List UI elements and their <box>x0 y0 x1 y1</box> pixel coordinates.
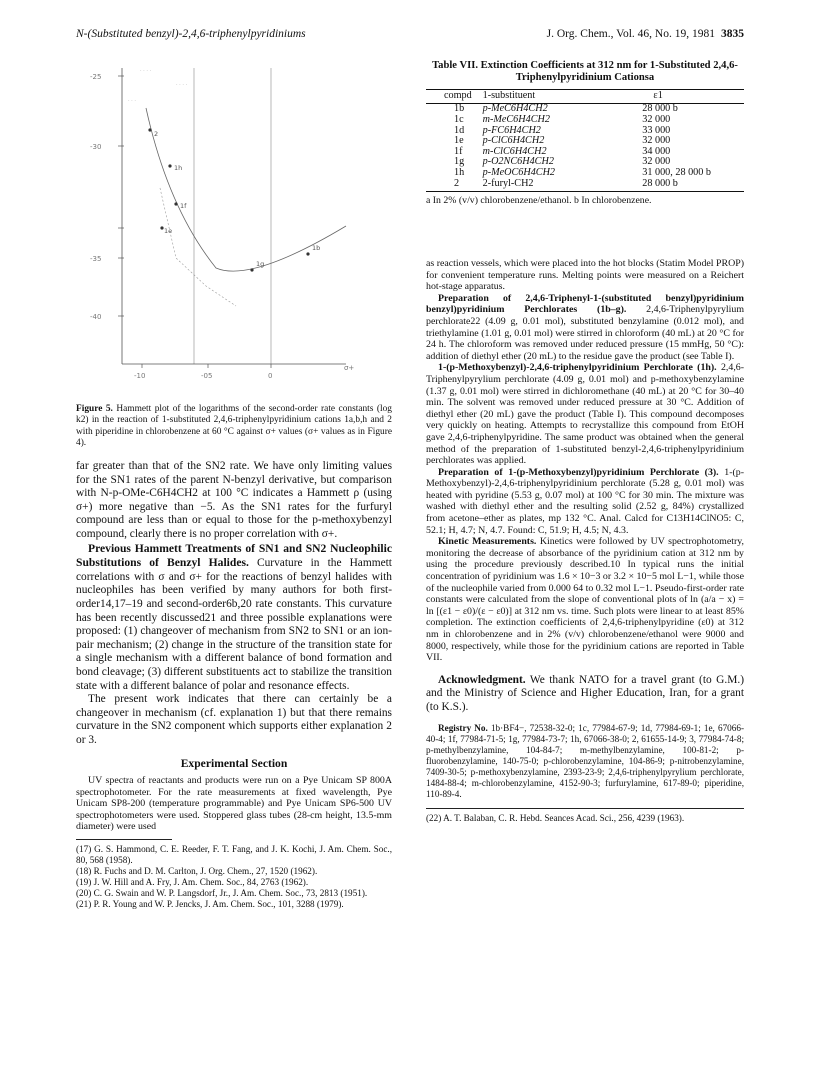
table-notes: a In 2% (v/v) chlorobenzene/ethanol. b In chlorobenzene. <box>426 195 652 207</box>
right-column <box>426 258 744 824</box>
footnote: (19) J. W. Hill and A. Fry, J. Am. Chem. Soc., 84, 2763 (1962). <box>76 877 309 888</box>
registry-numbers <box>426 723 744 800</box>
journal-citation <box>547 28 744 40</box>
paragraph-text: We thank NATO for a travel grant (to G.M.) and the Ministry of Science and Higher Education, Iran, for a grant (to K.S.). <box>426 673 744 713</box>
table-header: compd <box>426 89 483 104</box>
paragraph-text: 2,4,6-Triphenylpyrylium perchlorate (4.09 g, 0.01 mol) and p-methoxybenzylamine (1.37 g, 0.01 mol) were stirred in dichloromethane (40 mL) at 20 °C for 30–40 min. The solvent was removed under reduced pressure at 30 °C. Addition of diethyl ether (20 mL) gave the product (Table I). This compound decomposes very quickly on heating. Attempts to recrystallize this compound from EtOH gave 2,4,6-triphenylpyridine. The same product was obtained when the general method of the preparation of 1-substituted benzyl-2,4,6-triphenylpyridinium perchlorates was applied. <box>426 362 745 467</box>
running-title: N-(Substituted benzyl)-2,4,6-triphenylpyridiniums <box>76 28 306 40</box>
journal-name: J. Org. Chem., Vol. 46, No. 19, 1981 <box>546 28 715 40</box>
left-column <box>76 460 392 910</box>
paragraph-text: 1-(p-Methoxybenzyl)-2,4,6-triphenylpyridinium perchlorate (5.28 g, 0.01 mol) was heated with pyridine (5.53 g, 0.07 mol) at 100 °C for 30 min. The mixture was washed with diethyl ether and the resulting solid (2.52 g, 84%) crystallized from acetone–ether as plates, mp 132 °C. Anal. Calcd for C13H14ClNO5: C, 52.1; H, 4.7; N, 4.7. Found: C, 51.9; H, 4.5; N, 4.3. <box>426 466 745 536</box>
table-row: 1h p-MeOC6H4CH2 31 000, 28 000 b <box>454 166 711 178</box>
table-row: 1e p-ClC6H4CH2 32 000 <box>454 135 671 147</box>
svg-text:· · · ·: · · · · <box>176 82 188 88</box>
point-label: 1f <box>180 202 187 210</box>
point-label: 1b <box>312 244 321 252</box>
footnote: (21) P. R. Young and W. P. Jencks, J. Am. Chem. Soc., 101, 3288 (1979). <box>76 899 344 910</box>
table-vii <box>426 60 744 207</box>
x-tick-label: 0 <box>268 372 273 380</box>
caption-label: Figure 5. <box>76 404 113 414</box>
paragraph-heading: Preparation of 2,4,6-Triphenyl-1-(substituted benzyl)pyridinium benzyl)pyridinium Perchlorates (1b–g). <box>426 292 744 316</box>
paragraph: far greater than that of the SN2 rate. We have only limiting values for the SN1 rates of the parent N-benzyl derivative, but comparison with N-p-OMe-C6H4CH2 at 100 °C indicates a Hammett ρ (using σ+) more negative than −5. As the SN1 rates for the furfuryl compound are less than or equal to those for the p-methoxybenzyl compound, clearly there is no proper correlation with σ+. <box>76 460 392 540</box>
point-label: 1h <box>174 164 183 172</box>
table-row: 2 2-furyl-CH2 28 000 b <box>426 179 744 192</box>
x-axis-label: σ+ <box>344 364 355 372</box>
page-number: 3835 <box>721 28 744 40</box>
paragraph <box>426 467 744 537</box>
table-row: 1b p-MeC6H4CH2 28 000 b <box>454 103 678 115</box>
x-tick-label: -10 <box>134 372 146 380</box>
table-header: 1-substituent <box>483 89 573 104</box>
paragraph-heading: Preparation of 1-(p-Methoxybenzyl)pyridinium Perchlorate (3). <box>438 466 719 478</box>
table-title: Table VII. Extinction Coefficients at 312 nm for 1-Substituted 2,4,6-Triphenylpyridinium Cationsa <box>432 60 738 84</box>
paragraph: UV spectra of reactants and products were run on a Pye Unicam SP 800A spectrophotometer. For the rate measurements at fixed wavelength, Pye Unicam SP8-200 (temperature programmable) and Pye Unicam SP6-500 UV spectrophotometers were used. Stoppered glass tubes (28-cm height, 13.5-mm diameter) were used <box>76 775 392 833</box>
paragraph-heading: Acknowledgment. <box>438 673 526 686</box>
paragraph-text: Curvature in the Hammett correlations with σ and σ+ for the reactions of benzyl halides with nucleophiles has been verified by many authors for both first-order14,17–19 and second-order6b,20 rate constants. This curvature has been recently discussed21 and three possible explanations were proposed: (1) changeover of mechanism from SN2 to SN1 or an ion-pair mechanism; (2) change in the structure of the transition state for a single mechanism with a different balance of bond formation and bond cleavage; (3) different substituents act to stabilize the transition state with a different balance of polar and resonance effects. <box>76 557 392 692</box>
footnote: (17) G. S. Hammond, C. E. Reeder, F. T. Fang, and J. K. Kochi, J. Am. Chem. Soc., 80, 568 (1958). <box>76 844 392 866</box>
paragraph <box>426 293 744 363</box>
running-header <box>76 28 744 44</box>
paragraph: as reaction vessels, which were placed into the hot blocks (Statim Model PROP) for convenient temperature runs. Melting points were measured on a Reichert hot-stage apparatus. <box>426 258 744 293</box>
table-row: 1c m-MeC6H4CH2 32 000 <box>454 114 671 125</box>
table-row: 1g p-O2NC6H4CH2 32 000 <box>454 156 671 168</box>
paragraph <box>426 362 744 466</box>
section-heading: Previous Hammett Treatments of SN1 and SN2 Nucleophilic Substitutions of Benzyl Halides. <box>76 541 392 570</box>
paragraph-text: Kinetics were followed by UV spectrophotometry, monitoring the decrease of absorbance of the pyridinium cation at 312 nm by using the procedure previously described.10 In typical runs the initial concentration of pyridinium was 1.6 × 10−3 or 3.2 × 10−5 mol L−1, while those of the nucleophile varied from 0.000 64 to 0.32 mol L−1. Pseudo-first-order rate constants were calculated from the slope of conventional plots of ln (a/a − x) = ln [(ε1 − ε0)/(ε − ε0)] at 312 nm vs. time. Such plots were linear to at least 85% completion. The extinction coefficients of 2,4,6-triphenylpyridine (ε0) at 312 nm in chlorobenzene and in 2% (v/v) chlorobenzene/ethanol were 9000 and 8000, respectively, while those for the pyridinium cations are reported in Table VII. <box>426 536 745 664</box>
paragraph-heading: Registry No. <box>438 722 488 733</box>
y-tick-label: -35 <box>90 255 102 263</box>
svg-text:· · · ·: · · · · <box>140 68 152 74</box>
footnote-rule <box>76 839 172 840</box>
y-tick-label: -25 <box>90 73 102 81</box>
table-row: 1d p-FC6H4CH2 33 000 <box>454 124 671 136</box>
point-label: 1g <box>256 260 265 268</box>
experimental-heading: Experimental Section <box>180 757 288 771</box>
table-header: ε1 <box>572 89 744 104</box>
caption-text: Hammett plot of the logarithms of the second-order rate constants (log k2) in the reaction of 1-substituted 2,4,6-triphenylpyridinium cations 1a,b,h and 2 with piperidine in chlorobenzene at 60 °C against σ+ values (σ+ values as in Figure 4). <box>76 404 392 448</box>
table-row: 1f m-ClC6H4CH2 34 000 <box>454 145 671 157</box>
x-tick-label: -05 <box>201 372 213 380</box>
paragraph <box>426 536 744 664</box>
figure-caption <box>76 404 392 449</box>
point-label: 1e <box>164 227 173 235</box>
y-tick-label: -40 <box>90 313 102 321</box>
extinction-table <box>426 89 744 192</box>
footnote: (20) C. G. Swain and W. P. Langsdorf, Jr., J. Am. Chem. Soc., 73, 2813 (1951). <box>76 888 368 899</box>
paragraph-text: 1b·BF4−, 72538-32-0; 1c, 77984-67-9; 1d, 77984-69-1; 1e, 67066-40-4; 1f, 77984-71-5; 1g, 77984-73-7; 1h, 67066-38-0; 2, 61655-14-9; 3, 77984-74-8; p-methylbenzylamine, 104-84-7; m-methylbenzylamine, 100-81-2; p-fluorobenzylamine, 140-75-0; p-chlorobenzylamine, 104-86-9; p-nitrobenzylamine, 7409-30-5; p-methoxybenzylamine, 2393-23-9; 2,4,6-triphenylpyrylium perchlorate, 1484-88-4; m-chlorobenzylamine, 4152-90-3; furfurylamine, 617-89-0; piperidine, 110-89-4. <box>426 722 744 799</box>
point-label: 2 <box>154 130 159 138</box>
y-tick-label: -30 <box>90 143 102 151</box>
footnote-rule <box>426 808 744 809</box>
footnote: (18) R. Fuchs and D. M. Carlton, J. Org. Chem., 27, 1520 (1962). <box>76 866 318 877</box>
footnote: (22) A. T. Balaban, C. R. Hebd. Seances Acad. Sci., 256, 4239 (1963). <box>426 812 685 823</box>
hammett-plot <box>76 58 392 388</box>
svg-text:· · ·: · · · <box>128 98 136 104</box>
paragraph-text: 2,4,6-Triphenylpyrylium perchlorate22 (4.09 g, 0.01 mol), substituted benzylamine (0.012 mol), and triethylamine (1.01 g, 0.01 mol) were stirred in chloroform (40 mL) at 20 °C for 24 h. The chloroform was removed under reduced pressure (15 mmHg, 50 °C): addition of diethyl ether (20 mL) to the residue gave the product (see Table I). <box>426 304 745 362</box>
paragraph <box>76 542 392 694</box>
paragraph-heading: 1-(p-Methoxybenzyl)-2,4,6-triphenylpyridinium Perchlorate (1h). <box>438 362 717 374</box>
paragraph: The present work indicates that there can certainly be a changeover in mechanism (cf. explanation 1) but that there remains curvature in the SN2 component which supports either explanation 2 or 3. <box>76 693 392 746</box>
footnotes <box>76 844 392 910</box>
paragraph-heading: Kinetic Measurements. <box>438 536 537 548</box>
figure-5 <box>76 58 392 388</box>
acknowledgment <box>426 674 744 715</box>
